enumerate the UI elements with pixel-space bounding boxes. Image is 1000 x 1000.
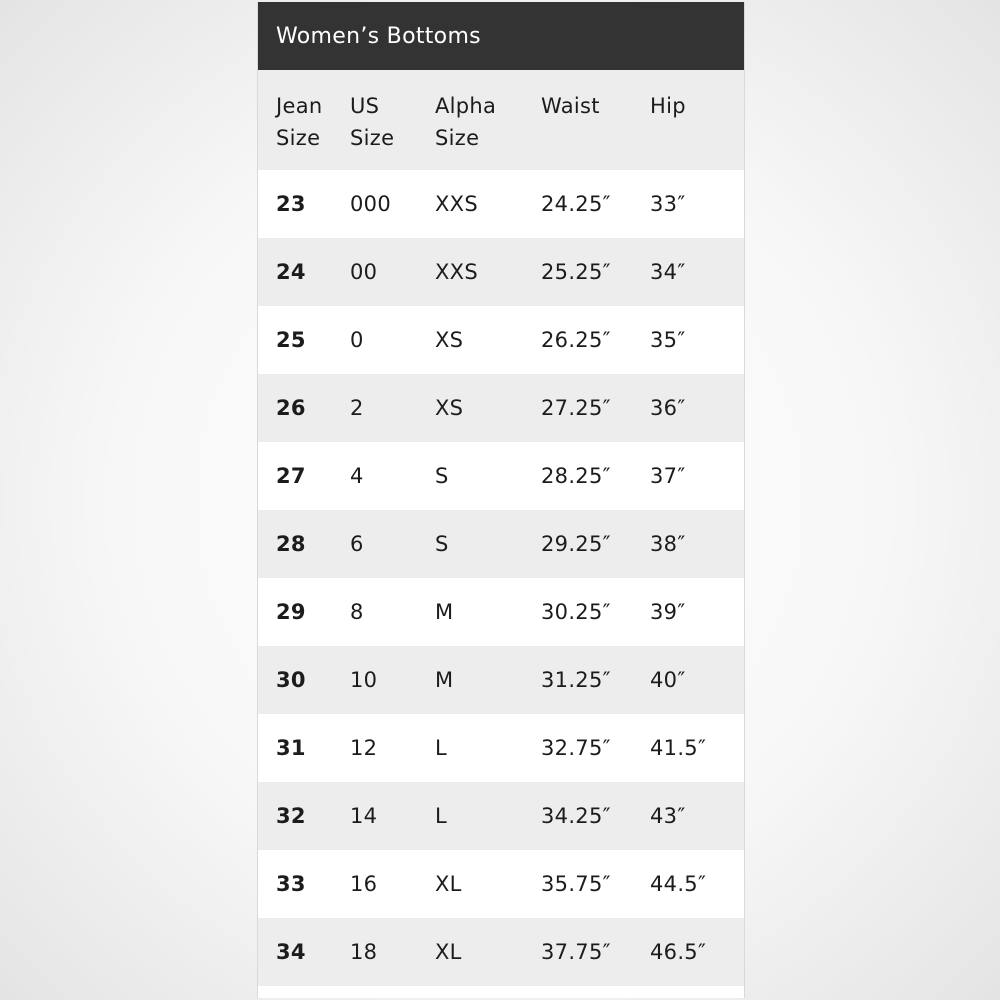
waist-cell: 28.25″ bbox=[541, 442, 650, 510]
alpha-size-cell: L bbox=[435, 782, 541, 850]
jean-size-cell: 32 bbox=[258, 782, 350, 850]
hip-cell: 46.5″ bbox=[650, 918, 744, 986]
jean-size-cell: 27 bbox=[258, 442, 350, 510]
header-waist bbox=[541, 70, 650, 170]
header-hip bbox=[650, 70, 744, 170]
us-size-cell: 4 bbox=[350, 442, 435, 510]
header-jean-size-line-1: Jean bbox=[276, 94, 323, 118]
table-row bbox=[258, 442, 744, 510]
waist-cell: 25.25″ bbox=[541, 238, 650, 306]
hip-cell: 33″ bbox=[650, 170, 744, 238]
us-size-cell: 10 bbox=[350, 646, 435, 714]
hip-cell: 36″ bbox=[650, 374, 744, 442]
alpha-size-cell: XL bbox=[435, 850, 541, 918]
jean-size-cell: 33 bbox=[258, 850, 350, 918]
us-size-cell: 18 bbox=[350, 918, 435, 986]
waist-cell: 26.25″ bbox=[541, 306, 650, 374]
alpha-size-cell: M bbox=[435, 578, 541, 646]
table-row bbox=[258, 850, 744, 918]
jean-size-cell: 23 bbox=[258, 170, 350, 238]
table-row bbox=[258, 306, 744, 374]
alpha-size-cell: M bbox=[435, 646, 541, 714]
alpha-size-cell: XXS bbox=[435, 170, 541, 238]
hip-cell: 43″ bbox=[650, 782, 744, 850]
waist-cell: 32.75″ bbox=[541, 714, 650, 782]
header-jean-size-line-2: Size bbox=[276, 126, 321, 150]
size-chart-card bbox=[258, 2, 744, 998]
us-size-cell: 6 bbox=[350, 510, 435, 578]
jean-size-cell: 31 bbox=[258, 714, 350, 782]
header-hip-line-1: Hip bbox=[650, 94, 686, 118]
header-alpha-size bbox=[435, 70, 541, 170]
alpha-size-cell: L bbox=[435, 714, 541, 782]
us-size-cell: 00 bbox=[350, 238, 435, 306]
header-jean-size bbox=[258, 70, 350, 170]
waist-cell: 29.25″ bbox=[541, 510, 650, 578]
hip-cell: 39″ bbox=[650, 578, 744, 646]
hip-cell: 40″ bbox=[650, 646, 744, 714]
table-row bbox=[258, 782, 744, 850]
table-row bbox=[258, 918, 744, 986]
table-row bbox=[258, 238, 744, 306]
jean-size-cell: 26 bbox=[258, 374, 350, 442]
us-size-cell: 8 bbox=[350, 578, 435, 646]
jean-size-cell: 25 bbox=[258, 306, 350, 374]
waist-cell: 37.75″ bbox=[541, 918, 650, 986]
hip-cell: 34″ bbox=[650, 238, 744, 306]
size-chart-body bbox=[258, 170, 744, 986]
alpha-size-cell: XS bbox=[435, 306, 541, 374]
waist-cell: 30.25″ bbox=[541, 578, 650, 646]
waist-cell: 31.25″ bbox=[541, 646, 650, 714]
header-us-size-line-1: US bbox=[350, 94, 380, 118]
header-alpha-size-line-1: Alpha bbox=[435, 94, 497, 118]
alpha-size-cell: XL bbox=[435, 918, 541, 986]
size-chart-title: Women’s Bottoms bbox=[258, 2, 744, 70]
us-size-cell: 000 bbox=[350, 170, 435, 238]
us-size-cell: 12 bbox=[350, 714, 435, 782]
jean-size-cell: 30 bbox=[258, 646, 350, 714]
jean-size-cell: 29 bbox=[258, 578, 350, 646]
table-row bbox=[258, 374, 744, 442]
waist-cell: 35.75″ bbox=[541, 850, 650, 918]
jean-size-cell: 28 bbox=[258, 510, 350, 578]
waist-cell: 27.25″ bbox=[541, 374, 650, 442]
us-size-cell: 2 bbox=[350, 374, 435, 442]
alpha-size-cell: XS bbox=[435, 374, 541, 442]
table-header-row bbox=[258, 70, 744, 170]
alpha-size-cell: XXS bbox=[435, 238, 541, 306]
header-alpha-size-line-2: Size bbox=[435, 126, 480, 150]
header-us-size-line-2: Size bbox=[350, 126, 395, 150]
alpha-size-cell: S bbox=[435, 442, 541, 510]
header-waist-line-1: Waist bbox=[541, 94, 600, 118]
size-chart-table bbox=[258, 70, 744, 986]
alpha-size-cell: S bbox=[435, 510, 541, 578]
waist-cell: 34.25″ bbox=[541, 782, 650, 850]
table-row bbox=[258, 510, 744, 578]
table-row bbox=[258, 170, 744, 238]
hip-cell: 35″ bbox=[650, 306, 744, 374]
table-row bbox=[258, 646, 744, 714]
us-size-cell: 0 bbox=[350, 306, 435, 374]
hip-cell: 41.5″ bbox=[650, 714, 744, 782]
hip-cell: 38″ bbox=[650, 510, 744, 578]
waist-cell: 24.25″ bbox=[541, 170, 650, 238]
jean-size-cell: 24 bbox=[258, 238, 350, 306]
jean-size-cell: 34 bbox=[258, 918, 350, 986]
hip-cell: 37″ bbox=[650, 442, 744, 510]
header-us-size bbox=[350, 70, 435, 170]
us-size-cell: 14 bbox=[350, 782, 435, 850]
table-row bbox=[258, 578, 744, 646]
us-size-cell: 16 bbox=[350, 850, 435, 918]
hip-cell: 44.5″ bbox=[650, 850, 744, 918]
table-row bbox=[258, 714, 744, 782]
